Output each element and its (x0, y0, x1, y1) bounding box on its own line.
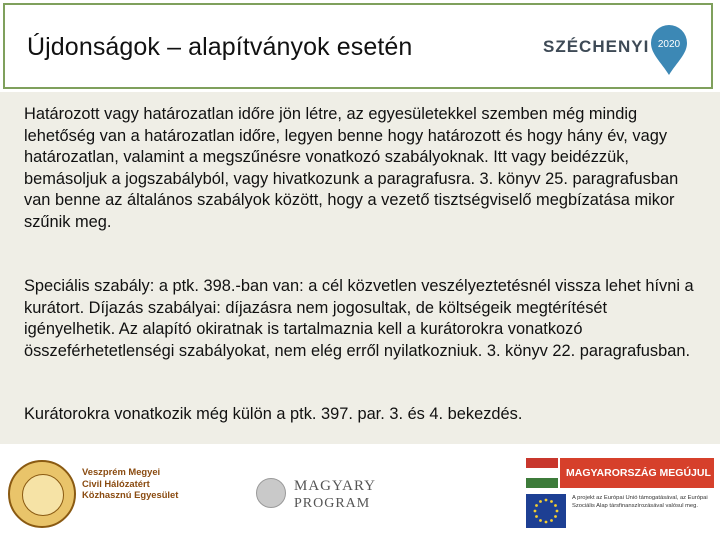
szechenyi-logo-text: SZÉCHENYI (543, 37, 650, 56)
magyary-logo-line1: MAGYARY (294, 478, 377, 494)
map-pin-icon (649, 24, 689, 76)
paragraph-duration-rules: Határozott vagy határozatlan időre jön létre, az egyesületekkel szemben még mindig lehetőség van a határozatlan időre, legyen benne hogy határozott és hogy hány év, vagy határozatlan, valamint a megszűnésre vonatkozó szabályoknak. Itt vagy beidézzük, bemásoljuk a jogszabályból, vagy hivatkozunk a paragrafusra. 3. könyv 25. paragrafusban van benne az általános szabályok között, hogy a vezető tisztségviselő megbízatása mikor szűnik meg. (24, 105, 679, 231)
szechenyi-logo-year: 2020 (657, 39, 681, 50)
eu-funding-text: A projekt az Európai Unió támogatásával, az Európai Szociális Alap társfinanszírozásával valósul meg. (572, 495, 708, 509)
eu-flag-icon (526, 494, 566, 528)
slide-title: Újdonságok – alapítványok esetén (27, 33, 413, 61)
veszprem-logo-text: Veszprém Megyei Civil Hálózatért Közhasznú Egyesület (82, 466, 179, 500)
slide-footer (0, 444, 720, 540)
paragraph-trustees: Kurátorokra vonatkozik még külön a ptk. 397. par. 3. és 4. bekezdés. (24, 405, 523, 423)
magyary-program-logo (256, 474, 396, 514)
magyarorszag-megujul-banner: MAGYARORSZÁG MEGÚJUL (560, 458, 714, 488)
veszprem-seal-icon (8, 460, 76, 528)
paragraph-special-rule: Speciális szabály: a ptk. 398.-ban van: a cél közvetlen veszélyeztetésnél vissza lehet hívni a kurátort. Díjazás szabályai: díjazásra nem jogosultak, de költségeik megtérítését igényelhetik. Az alapító okiratnak is tartalmaznia kell a kurátorokra vonatkozó összeférhetetlenségi szabályokat, nem elég erről nyilatkozniuk. 3. könyv 22. paragrafusban. (24, 277, 694, 360)
veszprem-civil-logo (8, 460, 188, 534)
slide-header (3, 3, 713, 89)
magyary-portrait-icon (256, 478, 286, 508)
szechenyi-2020-logo (543, 19, 693, 79)
hungarian-flag-icon (526, 458, 558, 488)
slide-content (0, 92, 720, 444)
magyary-logo-line2: PROGRAM (294, 496, 371, 511)
magyarorszag-megujul-logo (526, 458, 716, 540)
